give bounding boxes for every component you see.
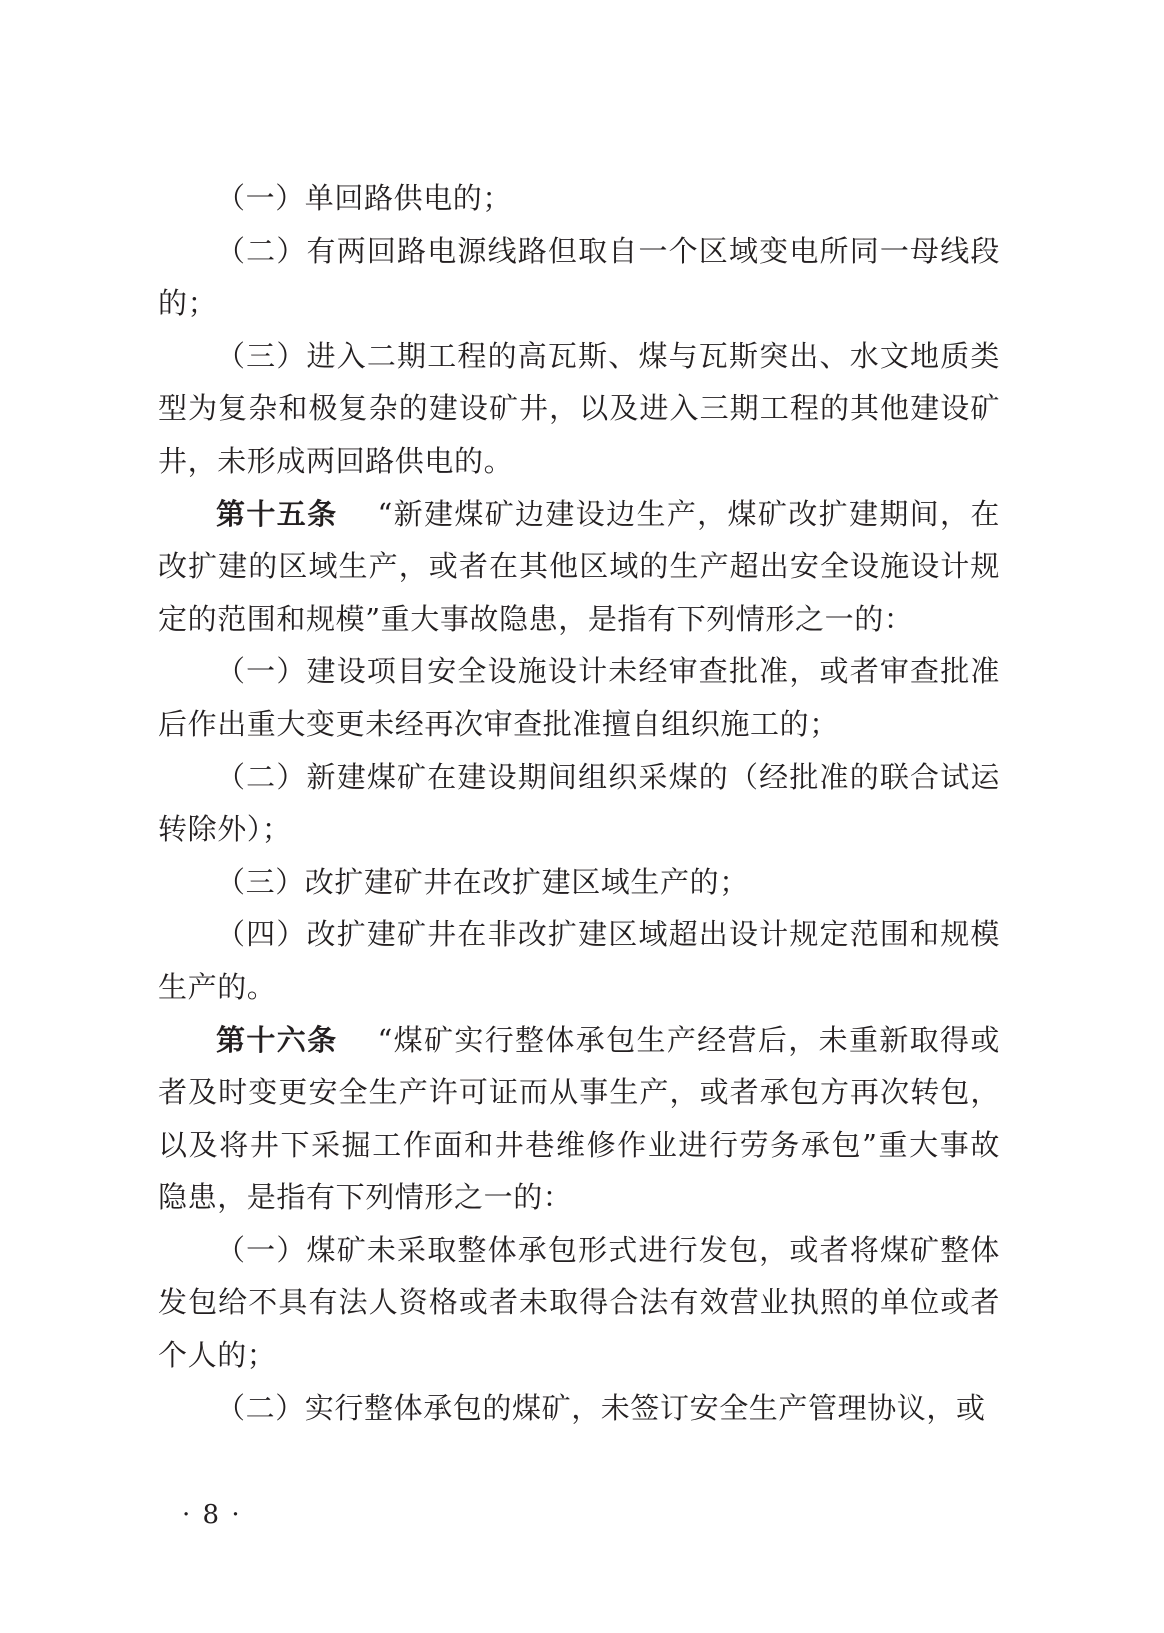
article-heading: 第十五条: [216, 496, 338, 531]
list-item: （四）改扩建矿井在非改扩建区域超出设计规定范围和规模生产的。: [158, 917, 1000, 1004]
article-text: “煤矿实行整体承包生产经营后，未重新取得或者及时变更安全生产许可证而从事生产，或者承包方再次转包，以及将井下采掘工作面和井巷维修作业进行劳务承包”重大事故隐患，是指有下列情形之一的：: [158, 1022, 1000, 1215]
list-item: （一）建设项目安全设施设计未经审查批准，或者审查批准后作出重大变更未经再次审查批准擅自组织施工的；: [158, 654, 1000, 741]
list-item: （一）煤矿未采取整体承包形式进行发包，或者将煤矿整体发包给不具有法人资格或者未取得合法有效营业执照的单位或者个人的；: [158, 1232, 1000, 1373]
list-item: （一）单回路供电的；: [216, 181, 513, 215]
document-body: [158, 172, 1000, 1434]
article-heading: 第十六条: [216, 1022, 338, 1057]
list-item: （二）有两回路电源线路但取自一个区域变电所同一母线段的；: [158, 233, 1000, 321]
article-text: “新建煤矿边建设边生产，煤矿改扩建期间，在改扩建的区域生产，或者在其他区域的生产超出安全设施设计规定的范围和规模”重大事故隐患，是指有下列情形之一的：: [158, 496, 1000, 636]
list-item: （二）实行整体承包的煤矿，未签订安全生产管理协议，或: [216, 1390, 986, 1425]
article-paragraph: [158, 488, 1000, 646]
list-item: （二）新建煤矿在建设期间组织采煤的（经批准的联合试运转除外）；: [158, 759, 1000, 847]
list-item: （三）改扩建矿井在改扩建区域生产的；: [216, 864, 749, 899]
list-item: （三）进入二期工程的高瓦斯、煤与瓦斯突出、水文地质类型为复杂和极复杂的建设矿井，以及进入三期工程的其他建设矿井，未形成两回路供电的。: [158, 338, 1000, 478]
article-paragraph: [158, 1014, 1000, 1224]
page-number: · 8 ·: [182, 1500, 242, 1530]
